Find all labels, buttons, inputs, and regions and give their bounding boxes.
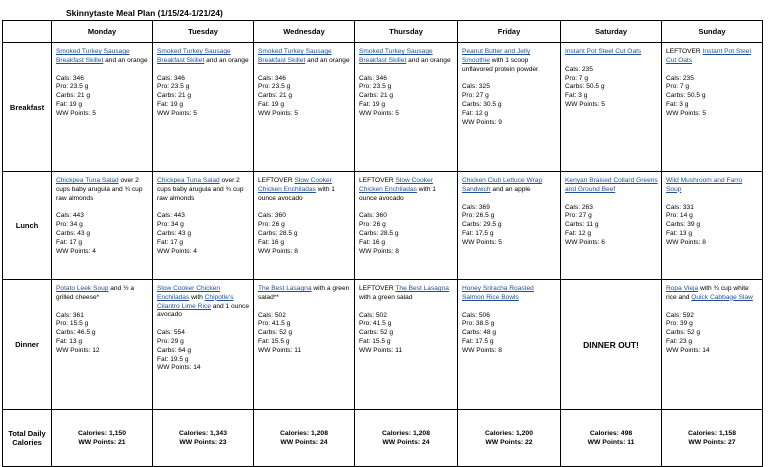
recipe-link[interactable]: Instant Pot Steel Cut Oats (565, 48, 642, 55)
calories-stat: Cals: 346 (157, 74, 185, 82)
calories-stat: Cals: 369 (462, 203, 490, 211)
meal-cell-breakfast-monday (52, 43, 153, 172)
ww-points-stat: WW Points: 8 (258, 247, 298, 255)
carbs-stat: Carbs: 21 g (258, 92, 293, 100)
carbs-stat: Carbs: 21 g (56, 92, 91, 100)
lunch-row (3, 172, 763, 280)
fat-stat: Fat: 19 g (359, 100, 386, 108)
daily-total-saturday (561, 410, 662, 467)
meal-cell-dinner-thursday (355, 280, 458, 410)
total-ww-points: WW Points: 22 (485, 439, 533, 446)
calories-stat: Cals: 592 (666, 311, 694, 319)
meal-prefix: LEFTOVER (258, 177, 295, 184)
ww-points-stat: WW Points: 4 (56, 247, 96, 255)
recipe-link[interactable]: Slow Cooker Chicken Enchiladas (157, 285, 221, 301)
carbs-stat: Carbs: 52 g (258, 329, 293, 337)
meal-text: over 2 cups baby arugula and ¾ cup raw almonds (157, 177, 244, 202)
meal-description (565, 177, 658, 195)
meal-cell-lunch-thursday (355, 172, 458, 280)
ww-points-stat: WW Points: 14 (666, 346, 710, 354)
meal-description (56, 285, 149, 303)
protein-stat: Pro: 23.5 g (258, 83, 291, 91)
protein-stat: Pro: 27 g (462, 92, 489, 100)
meal-description (462, 285, 557, 303)
carbs-stat: Carbs: 28.5 g (359, 229, 399, 237)
recipe-link[interactable]: Peanut Butter and Jelly Smoothie (462, 48, 531, 64)
row-label-lunch: Lunch (3, 172, 52, 280)
meal-description (666, 177, 759, 195)
calories-stat: Cals: 502 (359, 311, 387, 319)
meal-description (56, 177, 149, 203)
total-calories: Calories: 1,208 (382, 430, 430, 437)
recipe-link[interactable]: Slow Cooker Chicken Enchiladas (359, 177, 433, 193)
recipe-link[interactable]: Chicken Club Lettuce Wrap Sandwich (462, 177, 543, 193)
carbs-stat: Carbs: 43 g (56, 229, 91, 237)
day-header-saturday: Saturday (561, 21, 662, 43)
meal-cell-lunch-friday (458, 172, 561, 280)
carbs-stat: Carbs: 64 g (157, 346, 192, 354)
calories-stat: Cals: 502 (258, 311, 286, 319)
recipe-link[interactable]: Smoked Turkey Sausage Breakfast Skillet (56, 48, 130, 64)
recipe-link[interactable]: Kenyan Braised Collard Greens and Ground Beef (565, 177, 658, 193)
meal-description (359, 48, 454, 66)
totals-row (3, 410, 763, 467)
fat-stat: Fat: 19 g (157, 100, 184, 108)
fat-stat: Fat: 17.5 g (462, 229, 494, 237)
meal-description (258, 285, 351, 303)
protein-stat: Pro: 39 g (666, 320, 693, 328)
carbs-stat: Carbs: 50.5 g (666, 92, 706, 100)
fat-stat: Fat: 15.5 g (258, 337, 290, 345)
meal-cell-breakfast-sunday (662, 43, 763, 172)
meal-cell-dinner-tuesday (153, 280, 254, 410)
row-label-dinner: Dinner (3, 280, 52, 410)
meal-text: and an orange (305, 56, 350, 64)
calories-stat: Cals: 361 (56, 311, 84, 319)
recipe-link[interactable]: Smoked Turkey Sausage Breakfast Skillet (157, 48, 231, 64)
recipe-link[interactable]: Ropa Vieja (666, 285, 699, 292)
meal-description (157, 48, 250, 66)
meal-cell-breakfast-saturday (561, 43, 662, 172)
recipe-link[interactable]: Chipotle's Cilantro Lime Rice (157, 293, 234, 310)
total-calories: Calories: 1,343 (179, 430, 227, 437)
fat-stat: Fat: 12 g (462, 109, 489, 117)
meal-description (565, 48, 658, 57)
corner-cell (3, 21, 52, 43)
meal-text: and an orange (204, 56, 249, 64)
row-label-breakfast: Breakfast (3, 43, 52, 172)
calories-stat: Cals: 325 (462, 83, 490, 91)
recipe-link[interactable]: Honey Sriracha Roasted Salmon Rice Bowls (462, 285, 534, 301)
day-header-friday: Friday (458, 21, 561, 43)
recipe-link[interactable]: Chickpea Tuna Salad (56, 177, 119, 184)
fat-stat: Fat: 13 g (666, 229, 693, 237)
fat-stat: Fat: 12 g (565, 229, 592, 237)
protein-stat: Pro: 27 g (565, 212, 592, 220)
fat-stat: Fat: 23 g (666, 337, 693, 345)
recipe-link[interactable]: Chickpea Tuna Salad (157, 177, 220, 184)
protein-stat: Pro: 15.5 g (56, 320, 89, 328)
meal-text: with a green salad** (258, 285, 350, 301)
recipe-link[interactable]: Smoked Turkey Sausage Breakfast Skillet (258, 48, 332, 64)
meal-description (666, 285, 759, 303)
daily-total-thursday (355, 410, 458, 467)
ww-points-stat: WW Points: 11 (258, 346, 302, 354)
fat-stat: Fat: 13 g (56, 337, 83, 345)
ww-points-stat: WW Points: 8 (462, 346, 502, 354)
day-header-wednesday: Wednesday (254, 21, 355, 43)
meal-text: with 1 ounce avocado (258, 185, 335, 202)
meal-cell-dinner-wednesday (254, 280, 355, 410)
total-calories: Calories: 1,208 (280, 430, 328, 437)
calories-stat: Cals: 360 (359, 212, 387, 220)
fat-stat: Fat: 17.5 g (462, 337, 494, 345)
protein-stat: Pro: 23.5 g (359, 83, 392, 91)
daily-total-tuesday (153, 410, 254, 467)
meal-cell-dinner-saturday (561, 280, 662, 410)
meal-text: with 1 ounce avocado (359, 185, 436, 202)
calories-stat: Cals: 360 (258, 212, 286, 220)
calories-stat: Cals: 554 (157, 329, 185, 337)
carbs-stat: Carbs: 48 g (462, 329, 497, 337)
meal-description (359, 177, 454, 203)
meal-text: and an orange (406, 56, 451, 64)
dinner-row (3, 280, 763, 410)
calories-stat: Cals: 235 (565, 65, 593, 73)
protein-stat: Pro: 41.5 g (359, 320, 392, 328)
ww-points-stat: WW Points: 12 (56, 346, 100, 354)
ww-points-stat: WW Points: 5 (359, 109, 399, 117)
meal-cell-breakfast-friday (458, 43, 561, 172)
ww-points-stat: WW Points: 9 (462, 118, 502, 126)
total-calories: Calories: 1,150 (78, 430, 126, 437)
protein-stat: Pro: 41.5 g (258, 320, 291, 328)
meal-cell-lunch-monday (52, 172, 153, 280)
recipe-link[interactable]: The Best Lasagna (395, 285, 449, 292)
meal-description (359, 285, 454, 303)
meal-text: with (189, 293, 205, 301)
meal-cell-lunch-sunday (662, 172, 763, 280)
meal-text: with 1 scoop unflavored protein powder (462, 56, 539, 73)
meal-cell-breakfast-wednesday (254, 43, 355, 172)
carbs-stat: Carbs: 21 g (157, 92, 192, 100)
ww-points-stat: WW Points: 11 (359, 346, 403, 354)
ww-points-stat: WW Points: 5 (462, 238, 502, 246)
daily-total-sunday (662, 410, 763, 467)
carbs-stat: Carbs: 21 g (359, 92, 394, 100)
day-header-monday: Monday (52, 21, 153, 43)
meal-cell-lunch-wednesday (254, 172, 355, 280)
total-ww-points: WW Points: 24 (382, 439, 430, 446)
page-title: Skinnytaste Meal Plan (1/15/24-1/21/24) (66, 8, 223, 18)
protein-stat: Pro: 7 g (666, 83, 690, 91)
header-row (3, 21, 763, 43)
ww-points-stat: WW Points: 5 (258, 109, 298, 117)
protein-stat: Pro: 7 g (565, 74, 589, 82)
calories-stat: Cals: 346 (359, 74, 387, 82)
total-ww-points: WW Points: 11 (587, 439, 635, 446)
ww-points-stat: WW Points: 8 (359, 247, 399, 255)
fat-stat: Fat: 3 g (565, 92, 588, 100)
daily-total-monday (52, 410, 153, 467)
meal-cell-lunch-tuesday (153, 172, 254, 280)
protein-stat: Pro: 26 g (359, 221, 386, 229)
carbs-stat: Carbs: 43 g (157, 229, 192, 237)
protein-stat: Pro: 38.5 g (462, 320, 495, 328)
carbs-stat: Carbs: 52 g (359, 329, 394, 337)
meal-description (462, 177, 557, 195)
fat-stat: Fat: 3 g (666, 100, 689, 108)
total-ww-points: WW Points: 24 (280, 439, 328, 446)
meal-cell-dinner-friday (458, 280, 561, 410)
fat-stat: Fat: 19.5 g (157, 355, 189, 363)
carbs-stat: Carbs: 50.5 g (565, 83, 605, 91)
carbs-stat: Carbs: 52 g (666, 329, 701, 337)
ww-points-stat: WW Points: 4 (157, 247, 197, 255)
row-label-totals: Total Daily Calories (3, 410, 52, 467)
recipe-link[interactable]: The Best Lasagna (258, 285, 312, 292)
protein-stat: Pro: 23.5 g (56, 83, 89, 91)
protein-stat: Pro: 26 g (258, 221, 285, 229)
meal-prefix: LEFTOVER (359, 177, 396, 184)
ww-points-stat: WW Points: 14 (157, 364, 201, 372)
protein-stat: Pro: 26.5 g (462, 212, 495, 220)
ww-points-stat: WW Points: 5 (565, 100, 605, 108)
fat-stat: Fat: 19 g (258, 100, 285, 108)
meal-description (157, 285, 250, 320)
recipe-link[interactable]: Quick Cabbage Slaw (691, 293, 753, 301)
ww-points-stat: WW Points: 8 (666, 238, 706, 246)
fat-stat: Fat: 15.5 g (359, 337, 391, 345)
fat-stat: Fat: 16 g (258, 238, 285, 246)
day-header-thursday: Thursday (355, 21, 458, 43)
calories-stat: Cals: 263 (565, 203, 593, 211)
carbs-stat: Carbs: 39 g (666, 221, 701, 229)
meal-cell-dinner-sunday (662, 280, 763, 410)
protein-stat: Pro: 14 g (666, 212, 693, 220)
protein-stat: Pro: 23.5 g (157, 83, 190, 91)
calories-stat: Cals: 443 (157, 212, 185, 220)
carbs-stat: Carbs: 11 g (565, 221, 599, 229)
meal-text: with ¾ cup white rice and (666, 285, 749, 301)
daily-total-friday (458, 410, 561, 467)
recipe-link[interactable]: Instant Pot Steel Cut Oats (666, 48, 751, 64)
meal-description (666, 48, 759, 66)
recipe-link[interactable]: Smoked Turkey Sausage Breakfast Skillet (359, 48, 433, 64)
recipe-link[interactable]: Potato Leek Soup (56, 285, 109, 292)
meal-description (258, 48, 351, 66)
total-calories: Calories: 1,158 (688, 430, 736, 437)
meal-text: and an orange (103, 56, 148, 64)
recipe-link[interactable]: Slow Cooker Chicken Enchiladas (258, 177, 332, 193)
calories-stat: Cals: 346 (56, 74, 84, 82)
calories-stat: Cals: 331 (666, 203, 694, 211)
day-header-sunday: Sunday (662, 21, 763, 43)
carbs-stat: Carbs: 46.5 g (56, 329, 96, 337)
ww-points-stat: WW Points: 6 (565, 238, 605, 246)
meal-text: with a green salad (359, 293, 413, 301)
total-ww-points: WW Points: 27 (688, 439, 736, 446)
protein-stat: Pro: 34 g (157, 221, 184, 229)
total-calories: Calories: 1,200 (485, 430, 533, 437)
breakfast-row (3, 43, 763, 172)
meal-description (56, 48, 149, 66)
meal-text: and 1 ounce avocado (157, 302, 250, 319)
meal-text: and an apple (490, 185, 531, 193)
carbs-stat: Carbs: 29.5 g (462, 221, 502, 229)
meal-description (157, 177, 250, 203)
fat-stat: Fat: 17 g (157, 238, 184, 246)
calories-stat: Cals: 443 (56, 212, 84, 220)
recipe-link[interactable]: Wild Mushroom and Farro Soup (666, 177, 743, 193)
carbs-stat: Carbs: 30.5 g (462, 100, 502, 108)
total-ww-points: WW Points: 21 (78, 439, 126, 446)
day-header-tuesday: Tuesday (153, 21, 254, 43)
ww-points-stat: WW Points: 5 (666, 109, 706, 117)
daily-total-wednesday (254, 410, 355, 467)
calories-stat: Cals: 346 (258, 74, 286, 82)
calories-stat: Cals: 235 (666, 74, 694, 82)
meal-prefix: LEFTOVER (359, 285, 396, 292)
meal-description (462, 48, 557, 74)
fat-stat: Fat: 17 g (56, 238, 83, 246)
dinner-out-label: DINNER OUT! (583, 339, 639, 350)
total-calories: Calories: 498 (589, 430, 633, 437)
meal-cell-dinner-monday (52, 280, 153, 410)
meal-text: over 2 cups baby arugula and ¾ cup raw almonds (56, 177, 143, 202)
meal-cell-breakfast-tuesday (153, 43, 254, 172)
ww-points-stat: WW Points: 5 (157, 109, 197, 117)
fat-stat: Fat: 19 g (56, 100, 83, 108)
meal-cell-lunch-saturday (561, 172, 662, 280)
calories-stat: Cals: 506 (462, 311, 490, 319)
meal-prefix: LEFTOVER (666, 48, 703, 55)
meal-plan-table (2, 20, 763, 467)
protein-stat: Pro: 34 g (56, 221, 83, 229)
total-ww-points: WW Points: 23 (179, 439, 227, 446)
carbs-stat: Carbs: 28.5 g (258, 229, 298, 237)
meal-cell-breakfast-thursday (355, 43, 458, 172)
meal-text: and ½ a grilled cheese* (56, 285, 135, 301)
protein-stat: Pro: 29 g (157, 337, 184, 345)
ww-points-stat: WW Points: 5 (56, 109, 96, 117)
meal-description (258, 177, 351, 203)
fat-stat: Fat: 16 g (359, 238, 386, 246)
